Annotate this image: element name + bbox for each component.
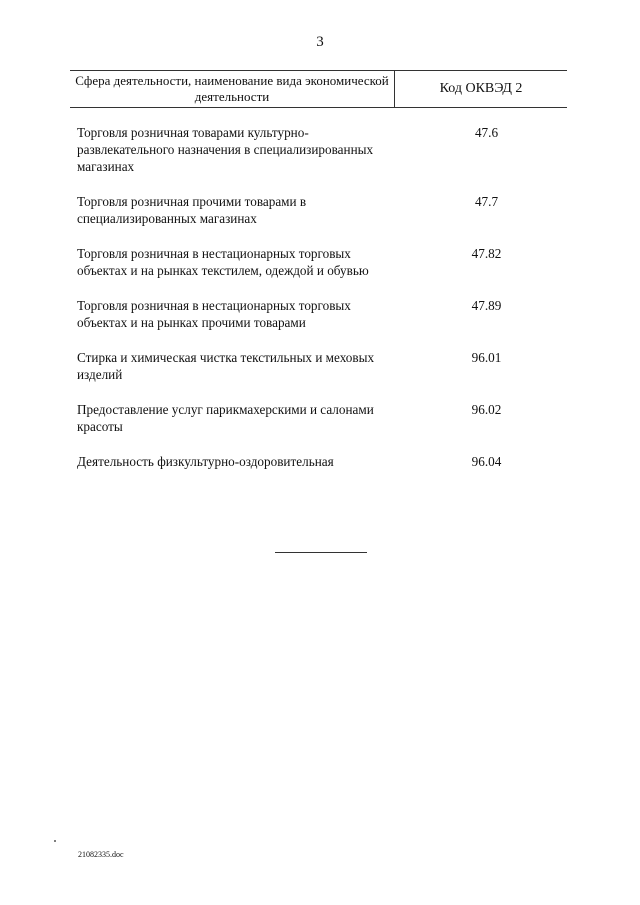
table-row	[70, 297, 567, 331]
end-of-list-rule	[275, 552, 367, 553]
okved-code: 47.7	[474, 194, 499, 209]
header-activity: Сфера деятельности, наименование вида экономической деятельности	[70, 71, 395, 107]
activity-name: Стирка и химическая чистка текстильных и меховых изделий	[77, 350, 375, 382]
page-number: 3	[316, 34, 324, 50]
scan-dot	[54, 840, 56, 842]
table-row	[70, 349, 567, 383]
okved-code: 47.89	[471, 298, 502, 313]
footer-file-name: 21082335.doc	[78, 850, 124, 859]
activity-name: Предоставление услуг парикмахерскими и салонами красоты	[77, 402, 374, 434]
okved-code: 47.6	[474, 125, 499, 140]
activity-name: Деятельность физкультурно-оздоровительная	[77, 454, 334, 469]
okved-code: 96.02	[471, 402, 502, 417]
table-row	[70, 401, 567, 435]
table-row	[70, 453, 567, 470]
activity-name: Торговля розничная в нестационарных торговых объектах и на рынках текстилем, одеждой и обувью	[77, 246, 369, 278]
table-row	[70, 193, 567, 227]
table-header	[70, 70, 567, 108]
header-code: Код ОКВЭД 2	[439, 81, 523, 96]
okved-code: 96.01	[471, 350, 502, 365]
activity-name: Торговля розничная в нестационарных торговых объектах и на рынках прочими товарами	[77, 298, 351, 330]
activity-name: Торговля розничная прочими товарами в специализированных магазинах	[77, 194, 307, 226]
okved-table	[70, 70, 567, 488]
table-row	[70, 245, 567, 279]
okved-code: 96.04	[471, 454, 502, 469]
okved-code: 47.82	[471, 246, 502, 261]
table-row	[70, 124, 567, 175]
table-body	[70, 124, 567, 470]
activity-name: Торговля розничная товарами культурно-развлекательного назначения в специализированных магазинах	[77, 125, 374, 174]
